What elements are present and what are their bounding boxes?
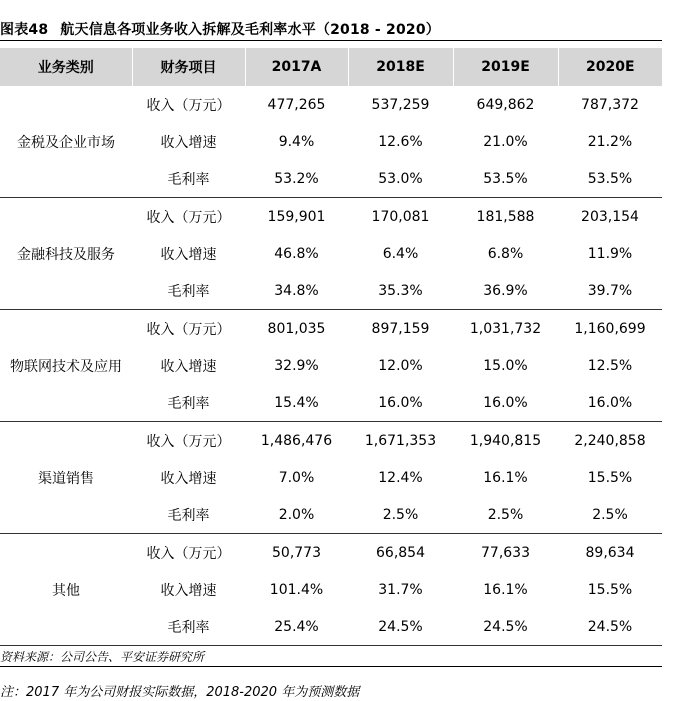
value-cell: 21.2% [587, 133, 633, 150]
value-cell: 7.0% [278, 469, 315, 486]
value-cell: 24.5% [348, 608, 453, 646]
value-cell: 15.0% [483, 357, 528, 374]
figure-title-text: 航天信息各项业务收入拆解及毛利率水平（2018 - 2020） [60, 22, 440, 38]
value-cell: 1,671,353 [364, 432, 437, 449]
item-cell: 收入（万元） [146, 433, 231, 450]
category-cell: 渠道销售 [0, 422, 132, 534]
item-cell: 收入增速 [160, 582, 217, 599]
value-cell: 31.7% [378, 581, 423, 598]
value-cell: 2.5% [348, 496, 453, 534]
value-cell: 897,159 [371, 320, 430, 337]
value-cell: 203,154 [581, 208, 639, 225]
value-cell: 6.8% [487, 245, 524, 262]
value-cell: 11.9% [587, 245, 633, 262]
value-cell: 53.2% [245, 160, 348, 198]
value-cell: 12.5% [587, 357, 633, 374]
item-cell: 收入（万元） [146, 97, 231, 114]
table-row [0, 534, 662, 572]
value-cell: 53.0% [348, 160, 453, 198]
value-cell: 89,634 [585, 544, 635, 561]
value-cell: 1,031,732 [469, 320, 542, 337]
source-note: 资料来源：公司公告、平安证券研究所 [0, 650, 205, 664]
value-cell: 16.0% [348, 384, 453, 422]
item-cell: 收入（万元） [146, 321, 231, 338]
value-cell: 12.6% [378, 133, 423, 150]
value-cell: 24.5% [453, 608, 558, 646]
value-cell: 649,862 [476, 96, 535, 113]
value-cell: 1,160,699 [574, 320, 646, 337]
item-cell: 毛利率 [132, 496, 245, 534]
table-row [0, 310, 662, 348]
value-cell: 77,633 [481, 544, 530, 561]
value-cell: 15.4% [245, 384, 348, 422]
value-cell: 36.9% [453, 272, 558, 310]
category-cell: 金税及企业市场 [0, 86, 132, 198]
table-header-row [0, 48, 662, 86]
value-cell: 39.7% [558, 272, 662, 310]
value-cell: 1,940,815 [469, 432, 542, 449]
value-cell: 32.9% [274, 357, 319, 374]
value-cell: 12.4% [378, 469, 423, 486]
category-cell: 物联网技术及应用 [0, 310, 132, 422]
value-cell: 12.0% [378, 357, 423, 374]
item-cell: 毛利率 [132, 384, 245, 422]
value-cell: 1,486,476 [260, 432, 333, 449]
header-category: 业务类别 [0, 48, 132, 86]
table-row [0, 86, 662, 123]
item-cell: 毛利率 [132, 272, 245, 310]
value-cell: 16.0% [453, 384, 558, 422]
item-cell: 收入增速 [160, 358, 217, 375]
value-cell: 16.1% [483, 469, 528, 486]
value-cell: 537,259 [371, 96, 430, 113]
value-cell: 53.5% [558, 160, 662, 198]
category-cell: 金融科技及服务 [0, 198, 132, 310]
value-cell: 159,901 [267, 208, 326, 225]
value-cell: 101.4% [269, 581, 324, 598]
value-cell: 477,265 [267, 96, 326, 113]
footer-divider [0, 666, 662, 667]
table-body [0, 86, 662, 646]
item-cell: 收入增速 [160, 134, 217, 151]
value-cell: 66,854 [376, 544, 425, 561]
header-item: 财务项目 [132, 48, 245, 86]
financial-table [0, 48, 662, 646]
value-cell: 15.5% [587, 469, 633, 486]
value-cell: 2.5% [453, 496, 558, 534]
value-cell: 181,588 [476, 208, 535, 225]
item-cell: 毛利率 [132, 160, 245, 198]
value-cell: 801,035 [267, 320, 326, 337]
value-cell: 170,081 [371, 208, 430, 225]
value-cell: 53.5% [453, 160, 558, 198]
figure-title-bar [0, 0, 662, 41]
header-2019e: 2019E [453, 48, 558, 86]
footnote: 注：2017 年为公司财报实际数据，2018-2020 年为预测数据 [0, 685, 360, 700]
item-cell: 收入（万元） [146, 209, 231, 226]
value-cell: 787,372 [581, 96, 639, 113]
figure-label: 图表48 [0, 22, 49, 38]
figure-title [0, 19, 440, 39]
item-cell: 收入增速 [160, 470, 217, 487]
value-cell: 16.0% [558, 384, 662, 422]
value-cell: 2,240,858 [574, 432, 646, 449]
value-cell: 15.5% [587, 581, 633, 598]
header-2017a: 2017A [245, 48, 348, 86]
header-2018e: 2018E [348, 48, 453, 86]
value-cell: 24.5% [558, 608, 662, 646]
item-cell: 收入增速 [160, 246, 217, 263]
value-cell: 21.0% [483, 133, 528, 150]
table-row [0, 198, 662, 236]
value-cell: 9.4% [278, 133, 315, 150]
item-cell: 收入（万元） [146, 545, 231, 562]
value-cell: 25.4% [245, 608, 348, 646]
value-cell: 35.3% [348, 272, 453, 310]
value-cell: 2.0% [245, 496, 348, 534]
value-cell: 34.8% [245, 272, 348, 310]
value-cell: 2.5% [558, 496, 662, 534]
item-cell: 毛利率 [132, 608, 245, 646]
value-cell: 46.8% [274, 245, 319, 262]
value-cell: 6.4% [382, 245, 419, 262]
category-cell: 其他 [0, 534, 132, 646]
value-cell: 16.1% [483, 581, 528, 598]
table-row [0, 422, 662, 460]
value-cell: 50,773 [272, 544, 321, 561]
header-2020e: 2020E [558, 48, 662, 86]
